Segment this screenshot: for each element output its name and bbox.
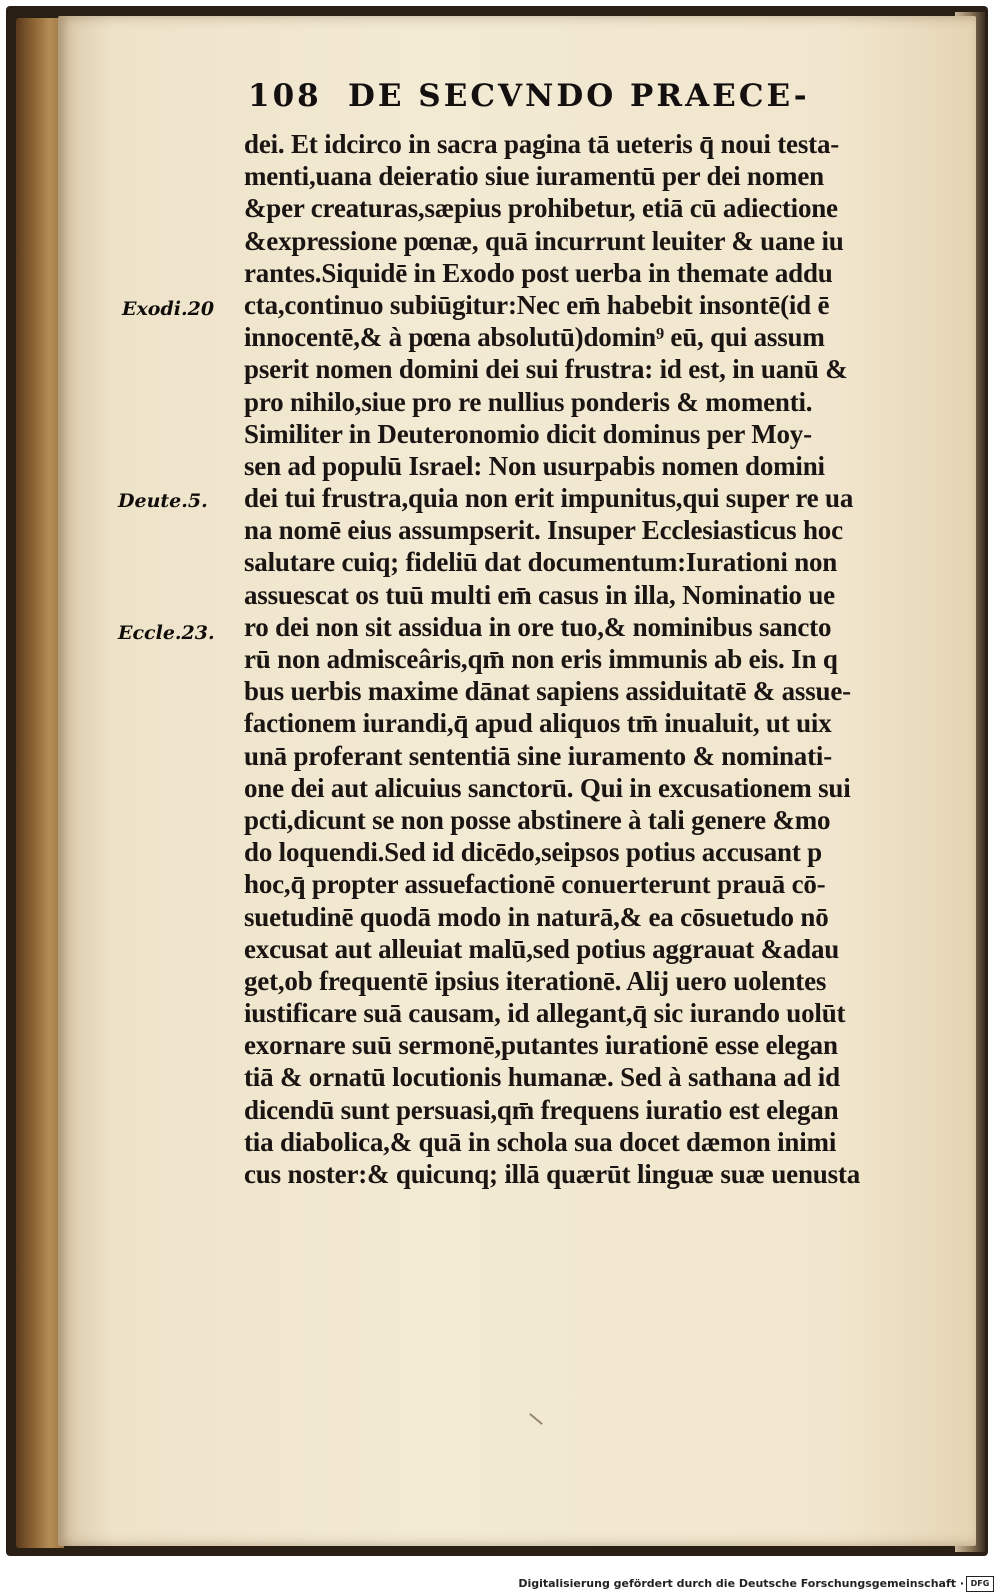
text-line: rū non admisceâris,qm̄ non eris immunis ab eis. In q (244, 644, 838, 674)
text-line: unā proferant sententiā sine iuramento & nominati- (244, 740, 832, 771)
text-line: tia diabolica,& quā in schola sua docet dæmon inimi (244, 1126, 837, 1157)
margin-note-deuteronomy: Deute.5. (118, 490, 208, 512)
text-line: pserit nomen domini dei sui frustra: id est, in uanū & (244, 354, 848, 385)
text-line: factionem iurandi,q̄ apud aliquos tm̄ inualuit, ut uix (244, 708, 832, 739)
dfg-logo-icon: DFG (966, 1576, 994, 1592)
book-binding (16, 18, 64, 1548)
text-line: get,ob frequentē ipsius iterationē. Alij uero uolentes (244, 965, 827, 996)
text-line: exornare suū sermonē,putantes iurationē esse elegan (244, 1030, 838, 1061)
text-line: ro dei non sit assidua in ore tuo,& nominibus sancto (244, 611, 832, 642)
text-line: excusat aut alleuiat malū,sed potius aggrauat &adau (244, 933, 840, 964)
text-line: hoc,q̄ propter assuefactionē conuerterunt prauā cō- (244, 869, 826, 900)
text-line: one dei aut alicuius sanctorū. Qui in excusationem sui (244, 772, 851, 803)
page-number: 108 (248, 78, 322, 114)
text-line: tiā & ornatū locutionis humanæ. Sed à sathana ad id (244, 1062, 840, 1093)
text-line: Similiter in Deuteronomio dicit dominus per Moy- (244, 418, 812, 449)
text-line: menti,uana deieratio siue iuramentū per dei nomen (244, 161, 824, 192)
text-line: &per creaturas,sæpius prohibetur, etiā cū adiectione (244, 193, 838, 224)
text-line: na nomē eius assumpserit. Insuper Ecclesiasticus hoc (244, 515, 843, 546)
text-line: pcti,dicunt se non posse abstinere à tali genere &mo (244, 804, 831, 835)
text-line: cta,continuo subiūgitur:Nec em̄ habebit insontē(id ē (244, 289, 830, 320)
text-line: dei tui frustra,quia non erit impunitus,qui super re ua (244, 483, 854, 514)
margin-note-exodus: Exodi.20 (122, 298, 215, 320)
margin-note-ecclesiasticus: Eccle.23. (118, 622, 215, 644)
text-line: salutare cuiq; fideliū dat documentum:Iurationi non (244, 547, 838, 578)
text-line: &expressione pœnæ, quā incurrunt leuiter & uane iu (244, 225, 844, 256)
text-line: do loquendi.Sed id dicēdo,seipsos potius accusant p (244, 837, 822, 868)
running-head-title: DE SECVNDO PRAECE- (348, 78, 810, 114)
text-line: iustificare suā causam, id allegant,q̄ sic iurando uolūt (244, 998, 846, 1029)
text-line: innocentē,& à pœna absolutū)domin⁹ eū, qui assum (244, 322, 825, 353)
text-line: assuescat os tuū multi em̄ casus in illa, Nominatio ue (244, 579, 835, 610)
text-line: sen ad populū Israel: Non usurpabis nomen domini (244, 450, 825, 481)
running-header (248, 78, 908, 118)
footer-credit: Digitalisierung gefördert durch die Deutsche Forschungsgemeinschaft · (518, 1577, 964, 1590)
text-line: rantes.Siquidē in Exodo post uerba in themate addu (244, 257, 833, 288)
text-line: cus noster:& quicunq; illā quærūt linguæ suæ uenusta (244, 1159, 860, 1189)
text-line: dei. Et idcirco in sacra pagina tā ueteris q̄ noui testa- (244, 129, 840, 159)
text-line: bus uerbis maxime dānat sapiens assiduitatē & assue- (244, 676, 851, 707)
body-text (244, 128, 960, 1190)
text-line: dicendū sunt persuasi,qm̄ frequens iuratio est elegan (244, 1094, 839, 1125)
text-line: suetudinē quodā modo in naturā,& ea cōsuetudo nō (244, 901, 829, 932)
text-line: pro nihilo,siue pro re nullius ponderis & momenti. (244, 386, 813, 417)
